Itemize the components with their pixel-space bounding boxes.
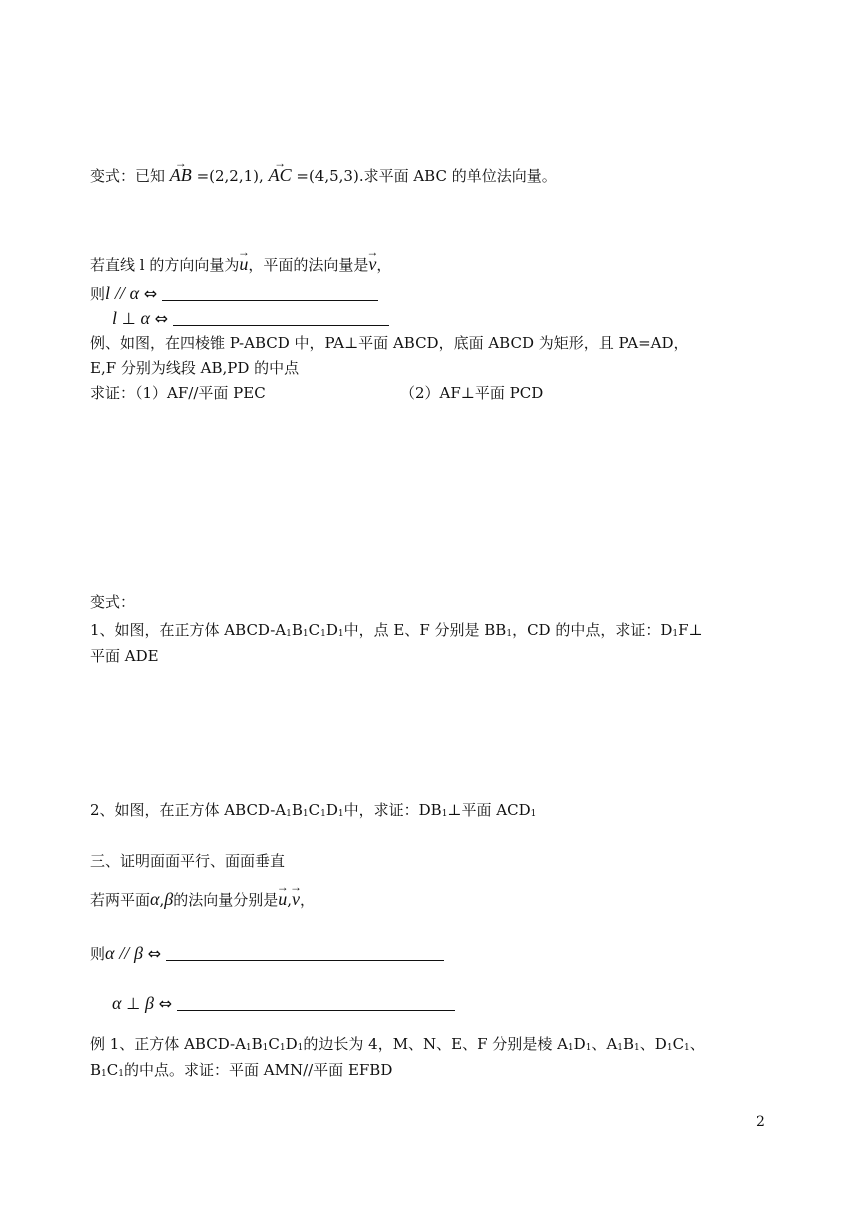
variant-question-1-line2: 平面 ADE [90,647,159,665]
subscript-1: 1 [506,629,513,639]
letter-b: B [90,1061,102,1079]
vector-ab: → AB [170,165,192,185]
symbol-alpha: α [129,283,140,303]
answer-blank[interactable] [162,286,378,301]
ex1-after-cube: 的边长为 4，M、N、E、F 分别是棱 A [303,1035,568,1053]
page-number: 2 [756,1114,765,1130]
subscript-1: 1 [337,809,344,819]
planes-mid: 的法向量分别是 [173,891,279,909]
iff-symbol: ⇔ [147,944,162,963]
planes-parallel-condition [90,943,444,964]
parallel-symbol: // [114,283,125,303]
planes-prefix: 若两平面 [90,891,151,909]
answer-blank[interactable] [166,946,444,961]
q1-after3: F⊥ [678,621,703,639]
subscript-1: 1 [684,1043,690,1053]
variant-question-1 [90,620,703,644]
letter-d: D [325,801,338,819]
vector-v: → v [368,254,376,274]
q1-prefix: 1、如图，在正方体 ABCD-A [90,621,287,639]
symbol-alpha: α [140,308,150,328]
subscript-1: 1 [320,809,326,819]
symbol-beta: β [144,993,154,1013]
letter-a: A [606,1035,618,1053]
iff-symbol: ⇔ [154,309,169,328]
answer-blank[interactable] [173,311,389,326]
subscript-1: 1 [617,1043,624,1053]
letter-b: B [623,1035,635,1053]
perp-symbol: ⊥ [126,994,141,1013]
letter-c: C [308,621,321,639]
q1-after2: ，CD 的中点，求证：D [512,621,673,639]
subscript-1: 1 [245,1043,252,1053]
subscript-1: 1 [530,809,537,819]
subscript-1: 1 [101,1069,107,1079]
subscript-1: 1 [279,1043,286,1053]
then-label: 则 [90,945,106,963]
symbol-beta: β [164,889,174,909]
vector-v: → v [292,889,300,909]
example-text-line1: 例、如图，在四棱锥 P-ABCD 中，PA⊥平面 ABCD，底面 ABCD 为矩形，且 PA=AD， [90,334,689,352]
letter-b: B [291,621,303,639]
subscript-1: 1 [666,1043,673,1053]
vector-u: → u [239,254,248,274]
subscript-1: 1 [672,629,679,639]
q2-prefix: 2、如图，在正方体 ABCD-A [90,801,287,819]
proof-line [90,383,266,403]
subscript-1: 1 [337,629,344,639]
separator: 、 [689,1035,705,1053]
variant-heading: 变式： [90,593,136,611]
variant-question-2 [90,800,536,824]
comma: , [287,891,293,909]
iff-symbol: ⇔ [158,994,173,1013]
subscript-1: 1 [286,809,292,819]
example1-line2 [90,1060,392,1084]
example-text-line2: E,F 分别为线段 AB,PD 的中点 [90,359,300,377]
symbol-l: l [112,308,118,328]
subscript-1: 1 [441,809,448,819]
subscript-1: 1 [302,629,309,639]
subscript-1: 1 [634,1043,640,1053]
proof-part-1: 求证：（1）AF//平面 PEC [90,384,266,402]
subscript-1: 1 [302,809,309,819]
subscript-1: 1 [262,1043,269,1053]
letter-c: C [268,1035,280,1053]
subscript-1: 1 [585,1043,592,1053]
question-prefix: 变式：已知 [90,167,166,185]
symbol-beta: β [134,943,144,963]
letter-c: C [672,1035,685,1053]
letter-c: C [106,1061,119,1079]
direction-suffix: ， [376,256,392,274]
vector-ac-value: =(4,5,3).求平面 ABC 的单位法向量。 [296,167,557,185]
planes-normal-statement [90,889,315,910]
answer-blank[interactable] [177,996,455,1011]
q2-after2: ⊥平面 ACD [447,801,531,819]
vector-ab-value: =(2,2,1), [196,167,264,185]
variant-unit-normal-question [90,165,557,186]
parallel-symbol: // [119,943,130,963]
letter-d: D [573,1035,586,1053]
ex1-prefix: 例 1、正方体 ABCD-A [90,1035,246,1053]
separator: 、 [639,1035,655,1053]
subscript-1: 1 [118,1069,124,1079]
planes-suffix: ， [300,891,316,909]
proof-part-2: （2）AF⊥平面 PCD [400,384,544,402]
letter-c: C [308,801,321,819]
symbol-l: l [105,283,111,303]
iff-symbol: ⇔ [143,284,158,303]
planes-perpendicular-condition [112,993,455,1014]
symbol-alpha: α [150,889,160,909]
direction-prefix: 若直线 l 的方向向量为 [90,256,240,274]
letter-d: D [654,1035,667,1053]
subscript-1: 1 [297,1043,304,1053]
perp-symbol: ⊥ [121,309,136,328]
letter-d: D [325,621,338,639]
subscript-1: 1 [320,629,326,639]
example1-line1 [90,1034,705,1058]
comma: , [159,891,165,909]
line-direction-statement [90,254,391,275]
line-parallel-condition [90,283,378,304]
subscript-1: 1 [567,1043,574,1053]
separator: 、 [591,1035,607,1053]
section-title: 三、证明面面平行、面面垂直 [90,852,286,870]
then-label: 则 [90,285,106,303]
direction-middle: ，平面的法向量是 [248,256,369,274]
symbol-alpha: α [105,943,115,963]
letter-d: D [285,1035,298,1053]
letter-b: B [251,1035,263,1053]
letter-b: B [291,801,303,819]
subscript-1: 1 [286,629,292,639]
q2-after: 中，求证：DB [343,801,442,819]
ex1-line2-end: 的中点。求证：平面 AMN//平面 EFBD [123,1061,393,1079]
line-perpendicular-condition [112,308,389,329]
vector-u: → u [278,889,287,909]
q1-after: 中，点 E、F 分别是 BB [343,621,507,639]
vector-ac: → AC [269,165,292,185]
symbol-alpha: α [112,993,122,1013]
